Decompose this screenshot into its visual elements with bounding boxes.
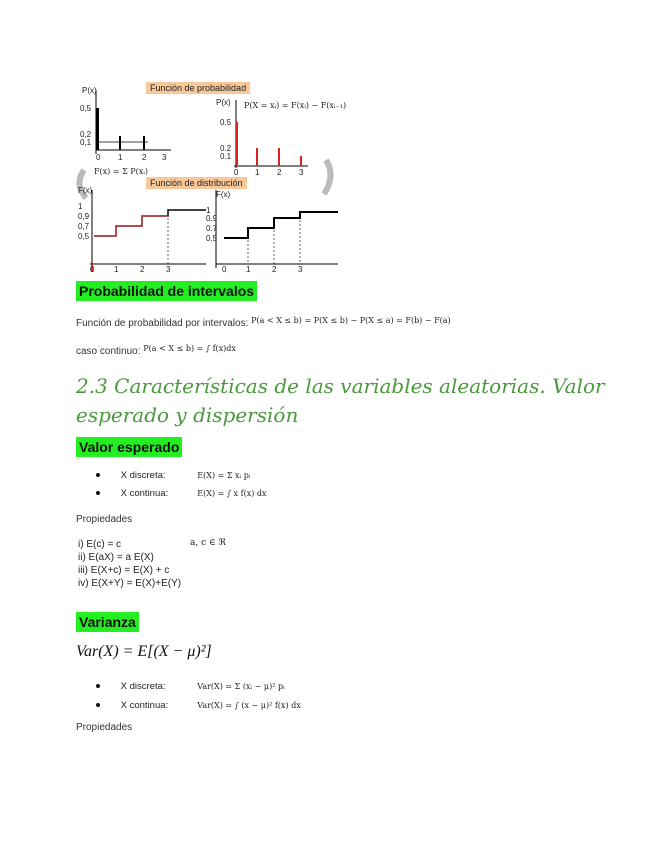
bullet-icon: [96, 491, 100, 495]
left-bottom-tick-1: 0,9: [78, 212, 90, 221]
bullet-icon: [96, 473, 100, 477]
tag-funcion-distribucion: Función de distribución: [146, 177, 247, 189]
heading-intervalos: Probabilidad de intervalos: [76, 281, 257, 301]
right-top-ylabel: P(x): [216, 98, 231, 107]
varianza-item-formula: Var(X) = ∫ (x − μ)² f(x) dx: [197, 701, 301, 710]
left-top-xtick-3: 3: [162, 153, 167, 162]
heading-valor-esperado: Valor esperado: [76, 437, 182, 457]
bullet-icon: [96, 703, 100, 707]
intervalos-formula: P(a < X ≤ b) = P(X ≤ b) − P(X ≤ a) = F(b) − F(a): [251, 316, 451, 325]
varianza-item-continua: [96, 700, 301, 711]
right-bottom-tick-1: 0.9: [206, 214, 218, 223]
right-bottom-tick-0: 1: [206, 206, 211, 215]
propiedades-note: a, c ∈ ℜ: [190, 538, 226, 548]
right-bottom-xtick-1: 1: [246, 265, 251, 274]
cdf-left-steps: [94, 210, 206, 236]
propiedades-list: [78, 538, 181, 590]
right-bottom-xtick-0: 0: [222, 265, 227, 274]
left-top-tick-2: 0,1: [80, 138, 92, 147]
left-bottom-xtick-3: 3: [166, 265, 171, 274]
curved-arrow-right: [324, 160, 331, 194]
intervalos-line: [76, 318, 451, 329]
valor-item-continua: [96, 488, 267, 499]
valor-item-formula: E(X) = ∫ x f(x) dx: [197, 489, 267, 498]
heading-valor-block: [76, 437, 182, 457]
left-cdf-formula: F(x) = Σ P(xᵢ): [94, 167, 149, 176]
left-bottom-tick-0: 1: [78, 202, 83, 211]
varianza-item-label: X continua:: [120, 700, 169, 711]
heading-varianza: Varianza: [76, 612, 139, 632]
left-bottom-xtick-2: 2: [140, 265, 145, 274]
varianza-item-formula: Var(X) = Σ (xᵢ − μ)² pᵢ: [197, 682, 285, 691]
left-top-xtick-2: 2: [142, 153, 147, 162]
left-top-xtick-1: 1: [118, 153, 123, 162]
right-bottom-xtick-3: 3: [298, 265, 303, 274]
continuo-line: [76, 346, 236, 357]
left-bottom-xtick-0: 0: [90, 265, 95, 274]
probability-figure: [76, 78, 347, 274]
propiedad-item: iii) E(X+c) = E(X) + c: [78, 565, 170, 576]
continuo-formula: P(a < X ≤ b) = ∫ f(x)dx: [143, 344, 236, 353]
section-title: [76, 372, 636, 430]
valor-item-formula: E(X) = Σ xᵢ pᵢ: [197, 471, 251, 480]
continuo-label: caso continuo:: [76, 346, 141, 357]
bullet-icon: [96, 684, 100, 688]
right-top-tick-1: 0.2: [220, 144, 232, 153]
section-title-line-1: 2.3 Características de las variables aleatorias. Valor: [76, 374, 605, 398]
heading-intervalos-block: [76, 281, 257, 301]
right-bottom-tick-3: 0.5: [206, 234, 218, 243]
propiedad-item: iv) E(X+Y) = E(X)+E(Y): [78, 578, 182, 589]
left-top-tick-0: 0,5: [80, 104, 92, 113]
left-bottom-ylabel: F(x): [78, 186, 93, 195]
right-top-formula: P(X = xᵢ) = F(xᵢ) − F(xᵢ₋₁): [244, 101, 347, 110]
valor-item-discreta: [96, 470, 250, 481]
right-top-tick-0: 0.5: [220, 118, 232, 127]
right-top-xtick-0: 0: [234, 168, 239, 177]
section-title-line-2: esperado y dispersión: [76, 403, 299, 427]
varianza-item-label: X discreta:: [120, 681, 166, 692]
left-top-xtick-0: 0: [96, 153, 101, 162]
tag-funcion-probabilidad: Función de probabilidad: [146, 82, 250, 94]
left-bottom-tick-2: 0,7: [78, 222, 90, 231]
intervalos-label: Función de probabilidad por intervalos:: [76, 318, 249, 329]
cdf-right-steps: [224, 212, 338, 238]
right-top-tick-2: 0.1: [220, 152, 232, 161]
right-top-xtick-3: 3: [299, 168, 304, 177]
right-bottom-xtick-2: 2: [272, 265, 277, 274]
propiedades-label: Propiedades: [76, 514, 133, 525]
left-top-ylabel: P(x): [82, 86, 97, 95]
heading-varianza-block: [76, 612, 139, 632]
valor-item-label: X continua:: [120, 488, 169, 499]
pmf-bar-0: [96, 108, 99, 150]
left-top-tick-1: 0,2: [80, 130, 92, 139]
right-top-xtick-2: 2: [277, 168, 282, 177]
right-bottom-tick-2: 0.7: [206, 224, 218, 233]
varianza-formula: Var(X) = E[(X − μ)²]: [76, 643, 212, 660]
varianza-item-discreta: [96, 681, 285, 692]
left-bottom-xtick-1: 1: [114, 265, 119, 274]
right-bottom-ylabel: F(x): [216, 190, 231, 199]
propiedad-item: ii) E(aX) = a E(X): [78, 552, 154, 563]
propiedades-label-2: Propiedades: [76, 722, 133, 733]
left-bottom-tick-3: 0,5: [78, 232, 90, 241]
valor-item-label: X discreta:: [120, 470, 166, 481]
propiedad-item: i) E(c) = c: [78, 539, 122, 550]
right-top-xtick-1: 1: [255, 168, 260, 177]
